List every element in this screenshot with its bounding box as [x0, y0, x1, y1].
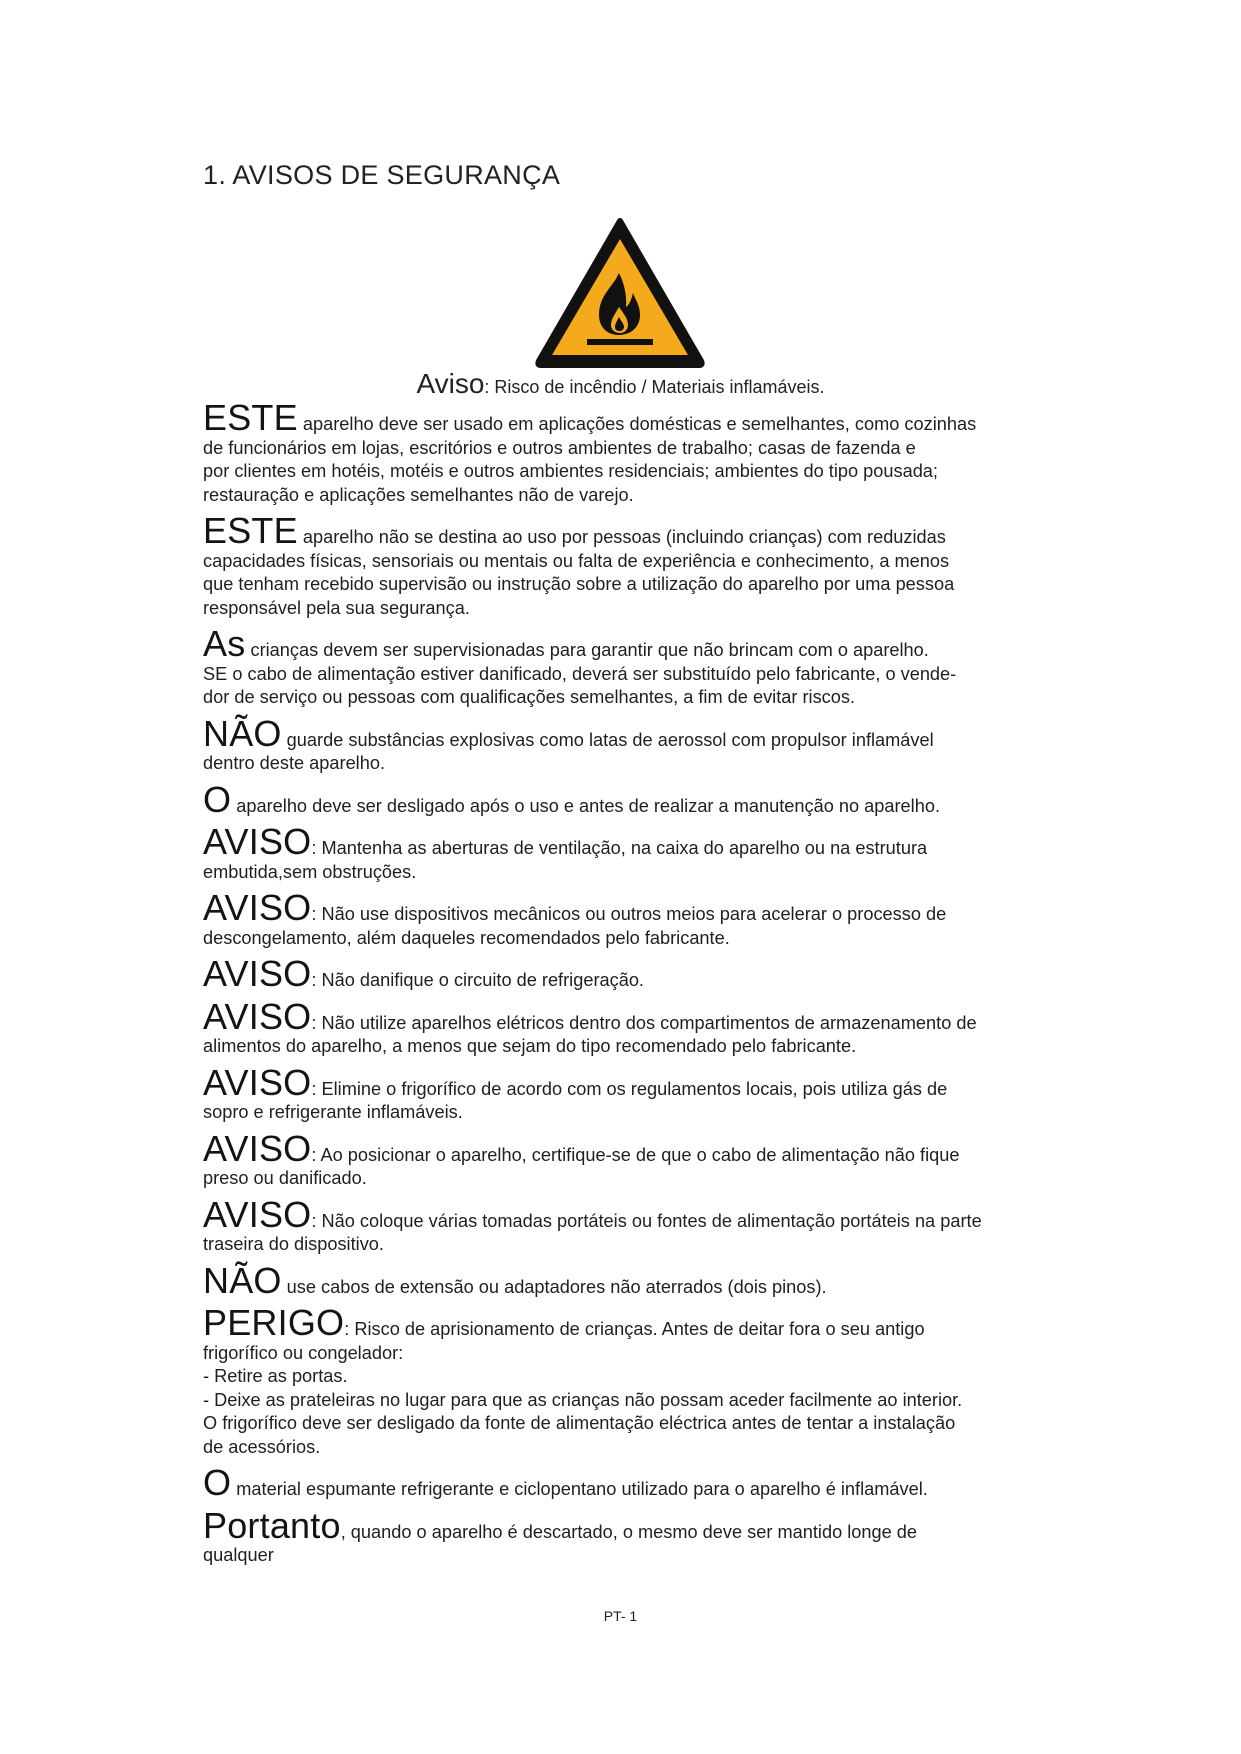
page-number: PT- 1	[603, 1608, 638, 1624]
paragraph-lead-word: NÃO	[203, 712, 282, 754]
warning-paragraph	[203, 778, 1043, 820]
paragraph-text: : Não use dispositivos mecânicos ou outros meios para acelerar o processo de descongelamento, além daqueles recomendados pelo fabricante.	[203, 904, 947, 948]
warning-paragraph	[203, 995, 1043, 1059]
paragraph-text: guarde substâncias explosivas como latas de aerossol com propulsor inflamável dentro deste aparelho.	[203, 729, 934, 773]
paragraph-text: use cabos de extensão ou adaptadores não aterrados (dois pinos).	[281, 1276, 827, 1297]
paragraph-lead-word: AVISO	[203, 1193, 312, 1235]
warning-paragraph	[203, 1193, 1043, 1257]
paragraph-lead-word: PERIGO	[203, 1302, 345, 1343]
paragraph-text: : Risco de aprisionamento de crianças. Antes de deitar fora o seu antigo frigorífico ou congelador: - Retire as portas. - Deixe as prateleiras no lugar para que as crianças não possam aceder facilmente ao interior. O frigorífico deve ser desligado da fonte de alimentação eléctrica antes de tentar a instalação de acessórios.	[203, 1319, 963, 1457]
paragraph-lead-word: AVISO	[203, 887, 312, 928]
warning-paragraph	[203, 953, 1043, 994]
warning-paragraph	[203, 1127, 1043, 1191]
paragraph-text: : Mantenha as aberturas de ventilação, na caixa do aparelho ou na estrutura embutida,sem obstruções.	[203, 838, 928, 882]
warning-paragraph	[203, 1302, 1043, 1459]
warning-paragraph	[203, 1061, 1043, 1125]
section-title: 1. AVISOS DE SEGURANÇA	[203, 160, 561, 190]
paragraph-lead-word: As	[203, 623, 246, 664]
warning-paragraph	[203, 623, 1043, 710]
warning-paragraph	[203, 1504, 1043, 1568]
paragraph-lead-word: NÃO	[203, 1259, 282, 1301]
paragraph-text: aparelho não se destina ao uso por pessoas (incluindo crianças) com reduzidas capacidades físicas, sensoriais ou mentais ou falta de experiência e conhecimento, a menos que tenham recebido supervisão ou instrução sobre a utilização do aparelho por uma pessoa responsável pela sua segurança.	[203, 527, 955, 618]
paragraph-lead-word: AVISO	[203, 953, 312, 994]
safety-warnings-list	[203, 397, 1043, 1577]
warning-caption	[0, 368, 1241, 400]
paragraph-text: material espumante refrigerante e ciclopentano utilizado para o aparelho é inflamável.	[231, 1479, 928, 1499]
paragraph-lead-word: Portanto	[203, 1504, 341, 1546]
paragraph-lead-word: O	[203, 778, 232, 820]
paragraph-text: aparelho deve ser desligado após o uso e antes de realizar a manutenção no aparelho.	[231, 795, 940, 816]
paragraph-lead-word: ESTE	[203, 510, 298, 551]
paragraph-lead-word: AVISO	[203, 1061, 312, 1103]
paragraph-lead-word: AVISO	[203, 995, 312, 1037]
paragraph-text: : Não danifique o circuito de refrigeração.	[311, 970, 644, 990]
paragraph-lead-word: O	[203, 1462, 232, 1503]
paragraph-text: : Não utilize aparelhos elétricos dentro dos compartimentos de armazenamento de alimentos do aparelho, a menos que sejam do tipo recomendado pelo fabricante.	[203, 1012, 977, 1056]
caption-text: : Risco de incêndio / Materiais inflamáveis.	[484, 377, 825, 397]
caption-lead: Aviso	[416, 368, 485, 399]
paragraph-text: : Não coloque várias tomadas portáteis ou fontes de alimentação portáteis na parte traseira do dispositivo.	[203, 1210, 982, 1254]
warning-paragraph	[203, 397, 1043, 507]
warning-paragraph	[203, 712, 1043, 776]
warning-paragraph	[203, 510, 1043, 620]
warning-paragraph	[203, 1462, 1043, 1503]
paragraph-lead-word: AVISO	[203, 1127, 312, 1169]
warning-paragraph	[203, 887, 1043, 950]
paragraph-text: , quando o aparelho é descartado, o mesmo deve ser mantido longe de qualquer	[203, 1521, 918, 1565]
warning-paragraph	[203, 821, 1043, 884]
paragraph-lead-word: AVISO	[203, 821, 312, 862]
paragraph-text: : Ao posicionar o aparelho, certifique-se de que o cabo de alimentação não fique preso ou danificado.	[203, 1144, 960, 1188]
warning-paragraph	[203, 1259, 1043, 1301]
paragraph-text: aparelho deve ser usado em aplicações domésticas e semelhantes, como cozinhas de funcionários em lojas, escritórios e outros ambientes de trabalho; casas de fazenda e por clientes em hotéis, motéis e outros ambientes residenciais; ambientes do tipo pousada; restauração e aplicações semelhantes não de varejo.	[203, 414, 977, 505]
paragraph-lead-word: ESTE	[203, 397, 298, 438]
paragraph-text: crianças devem ser supervisionadas para garantir que não brincam com o aparelho. SE o cabo de alimentação estiver danificado, deverá ser substituído pelo fabricante, o vende- dor de serviço ou pessoas com qualificações semelhantes, a fim de evitar riscos.	[203, 640, 957, 707]
flammable-warning-icon	[533, 215, 707, 369]
paragraph-text: : Elimine o frigorífico de acordo com os regulamentos locais, pois utiliza gás de sopro e refrigerante inflamáveis.	[203, 1078, 948, 1122]
